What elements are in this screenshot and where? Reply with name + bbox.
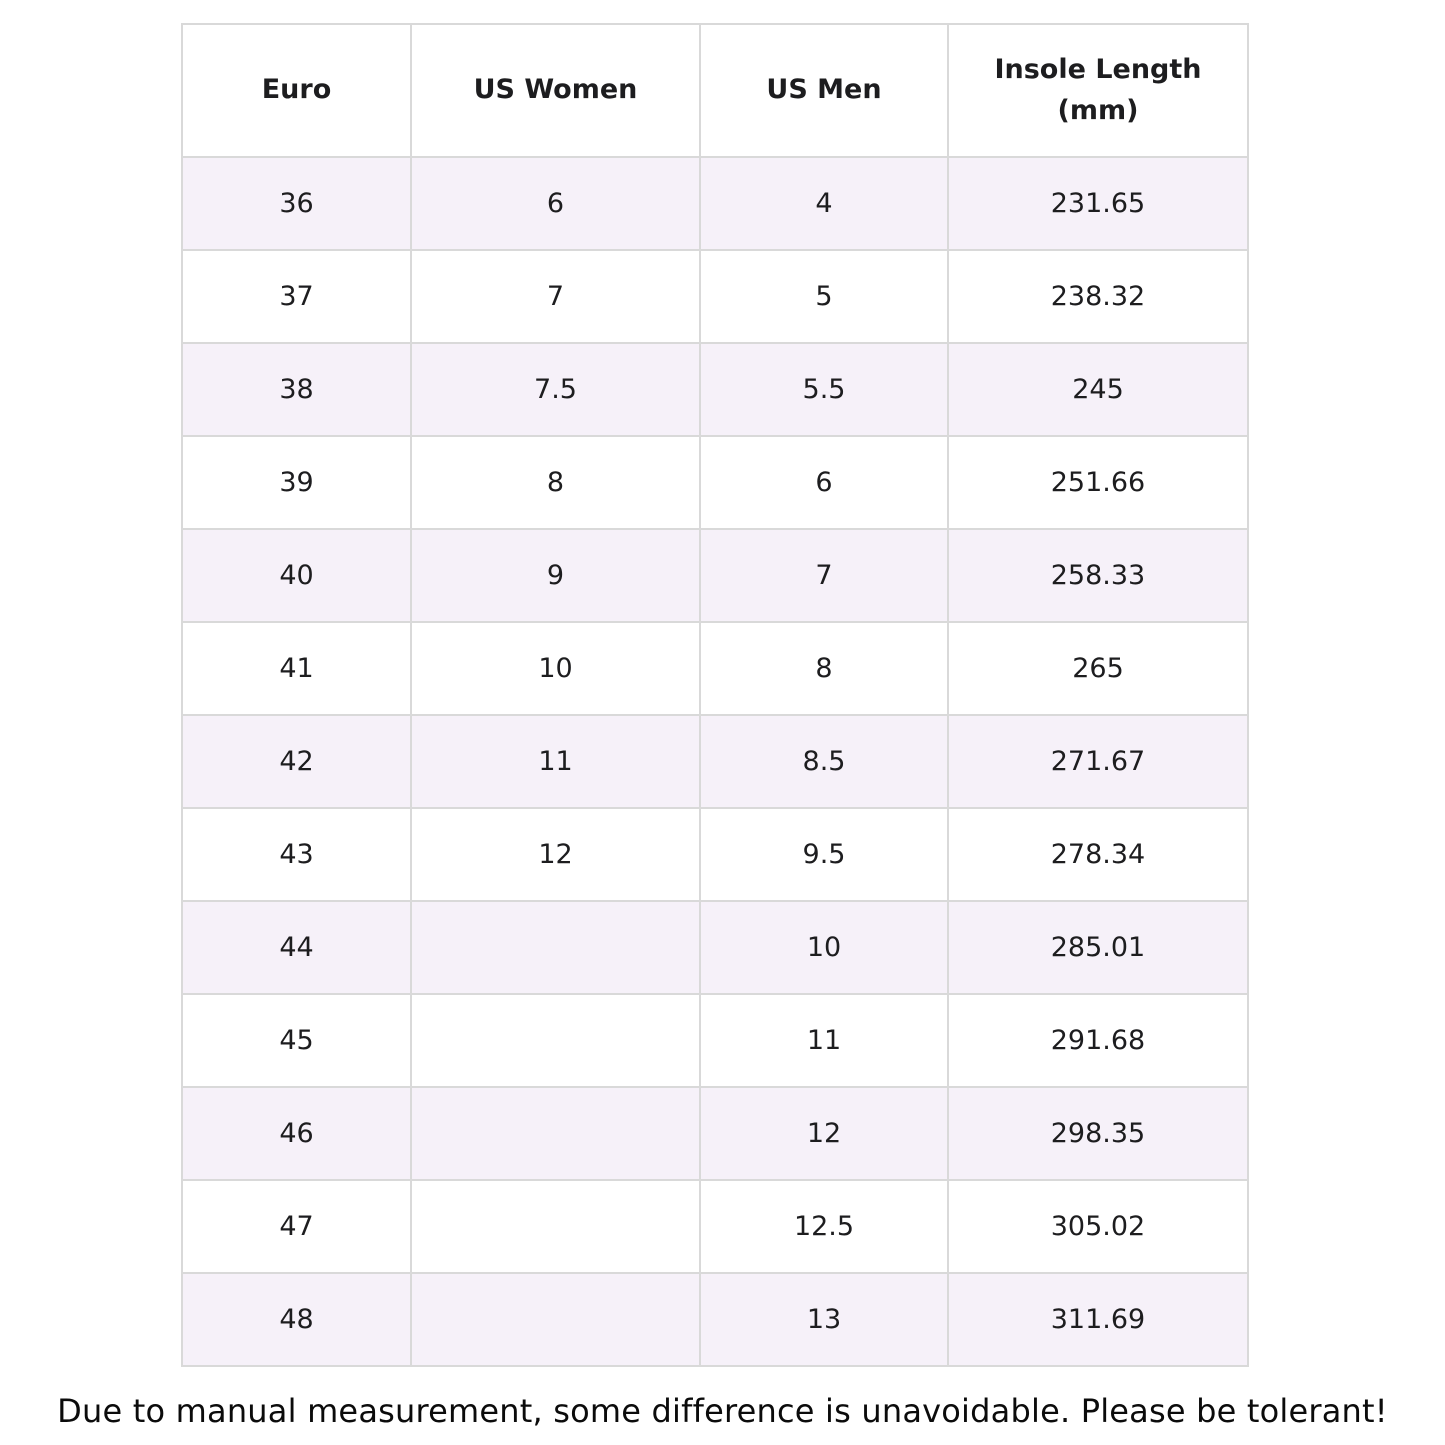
cell-euro: 46 <box>182 1087 411 1180</box>
cell-us_men: 5.5 <box>700 343 948 436</box>
table-row <box>182 715 1248 808</box>
cell-us_men: 4 <box>700 157 948 250</box>
table-row <box>182 343 1248 436</box>
cell-us_men: 8 <box>700 622 948 715</box>
cell-insole: 238.32 <box>948 250 1248 343</box>
table-row <box>182 529 1248 622</box>
size-chart-table <box>181 23 1249 1367</box>
table-row <box>182 1180 1248 1273</box>
cell-us_women: 7 <box>411 250 700 343</box>
table-row <box>182 808 1248 901</box>
cell-insole: 258.33 <box>948 529 1248 622</box>
cell-us_women: 7.5 <box>411 343 700 436</box>
cell-euro: 36 <box>182 157 411 250</box>
cell-euro: 43 <box>182 808 411 901</box>
cell-us_women: 6 <box>411 157 700 250</box>
cell-us_women: 9 <box>411 529 700 622</box>
col-header-us-men <box>700 24 948 157</box>
cell-insole: 231.65 <box>948 157 1248 250</box>
table-row <box>182 250 1248 343</box>
cell-us_women <box>411 994 700 1087</box>
cell-us_men: 13 <box>700 1273 948 1366</box>
table-row <box>182 436 1248 529</box>
col-header-us-women <box>411 24 700 157</box>
table-row <box>182 994 1248 1087</box>
col-header-euro-label: Euro <box>261 74 332 106</box>
cell-insole: 251.66 <box>948 436 1248 529</box>
cell-insole: 265 <box>948 622 1248 715</box>
cell-us_men: 5 <box>700 250 948 343</box>
header-row <box>182 24 1248 157</box>
table-row <box>182 157 1248 250</box>
cell-us_men: 12.5 <box>700 1180 948 1273</box>
cell-euro: 41 <box>182 622 411 715</box>
cell-euro: 40 <box>182 529 411 622</box>
col-header-insole-line1: Insole Length <box>994 54 1202 85</box>
measurement-disclaimer: Due to manual measurement, some difference is unavoidable. Please be tolerant! <box>57 1392 1388 1430</box>
cell-us_women <box>411 901 700 994</box>
cell-us_women: 12 <box>411 808 700 901</box>
cell-us_men: 8.5 <box>700 715 948 808</box>
cell-us_women <box>411 1087 700 1180</box>
cell-insole: 311.69 <box>948 1273 1248 1366</box>
cell-us_women: 10 <box>411 622 700 715</box>
cell-euro: 39 <box>182 436 411 529</box>
cell-insole: 278.34 <box>948 808 1248 901</box>
cell-euro: 38 <box>182 343 411 436</box>
cell-euro: 37 <box>182 250 411 343</box>
col-header-us-men-label: US Men <box>766 74 882 106</box>
col-header-insole-length <box>948 24 1248 157</box>
col-header-us-women-label: US Women <box>473 74 638 106</box>
cell-us_women <box>411 1180 700 1273</box>
cell-us_men: 7 <box>700 529 948 622</box>
cell-us_men: 12 <box>700 1087 948 1180</box>
cell-euro: 48 <box>182 1273 411 1366</box>
cell-us_men: 10 <box>700 901 948 994</box>
table-row <box>182 1087 1248 1180</box>
cell-us_men: 11 <box>700 994 948 1087</box>
cell-us_men: 9.5 <box>700 808 948 901</box>
cell-us_women: 11 <box>411 715 700 808</box>
cell-us_men: 6 <box>700 436 948 529</box>
cell-insole: 305.02 <box>948 1180 1248 1273</box>
cell-euro: 45 <box>182 994 411 1087</box>
cell-euro: 44 <box>182 901 411 994</box>
table-row <box>182 622 1248 715</box>
cell-insole: 285.01 <box>948 901 1248 994</box>
cell-insole: 291.68 <box>948 994 1248 1087</box>
cell-euro: 42 <box>182 715 411 808</box>
cell-euro: 47 <box>182 1180 411 1273</box>
table-row <box>182 1273 1248 1366</box>
cell-insole: 245 <box>948 343 1248 436</box>
col-header-euro <box>182 24 411 157</box>
table-row <box>182 901 1248 994</box>
cell-insole: 271.67 <box>948 715 1248 808</box>
cell-insole: 298.35 <box>948 1087 1248 1180</box>
col-header-insole-line2: (mm) <box>1057 94 1139 126</box>
size-chart-body <box>182 157 1248 1366</box>
cell-us_women <box>411 1273 700 1366</box>
cell-us_women: 8 <box>411 436 700 529</box>
